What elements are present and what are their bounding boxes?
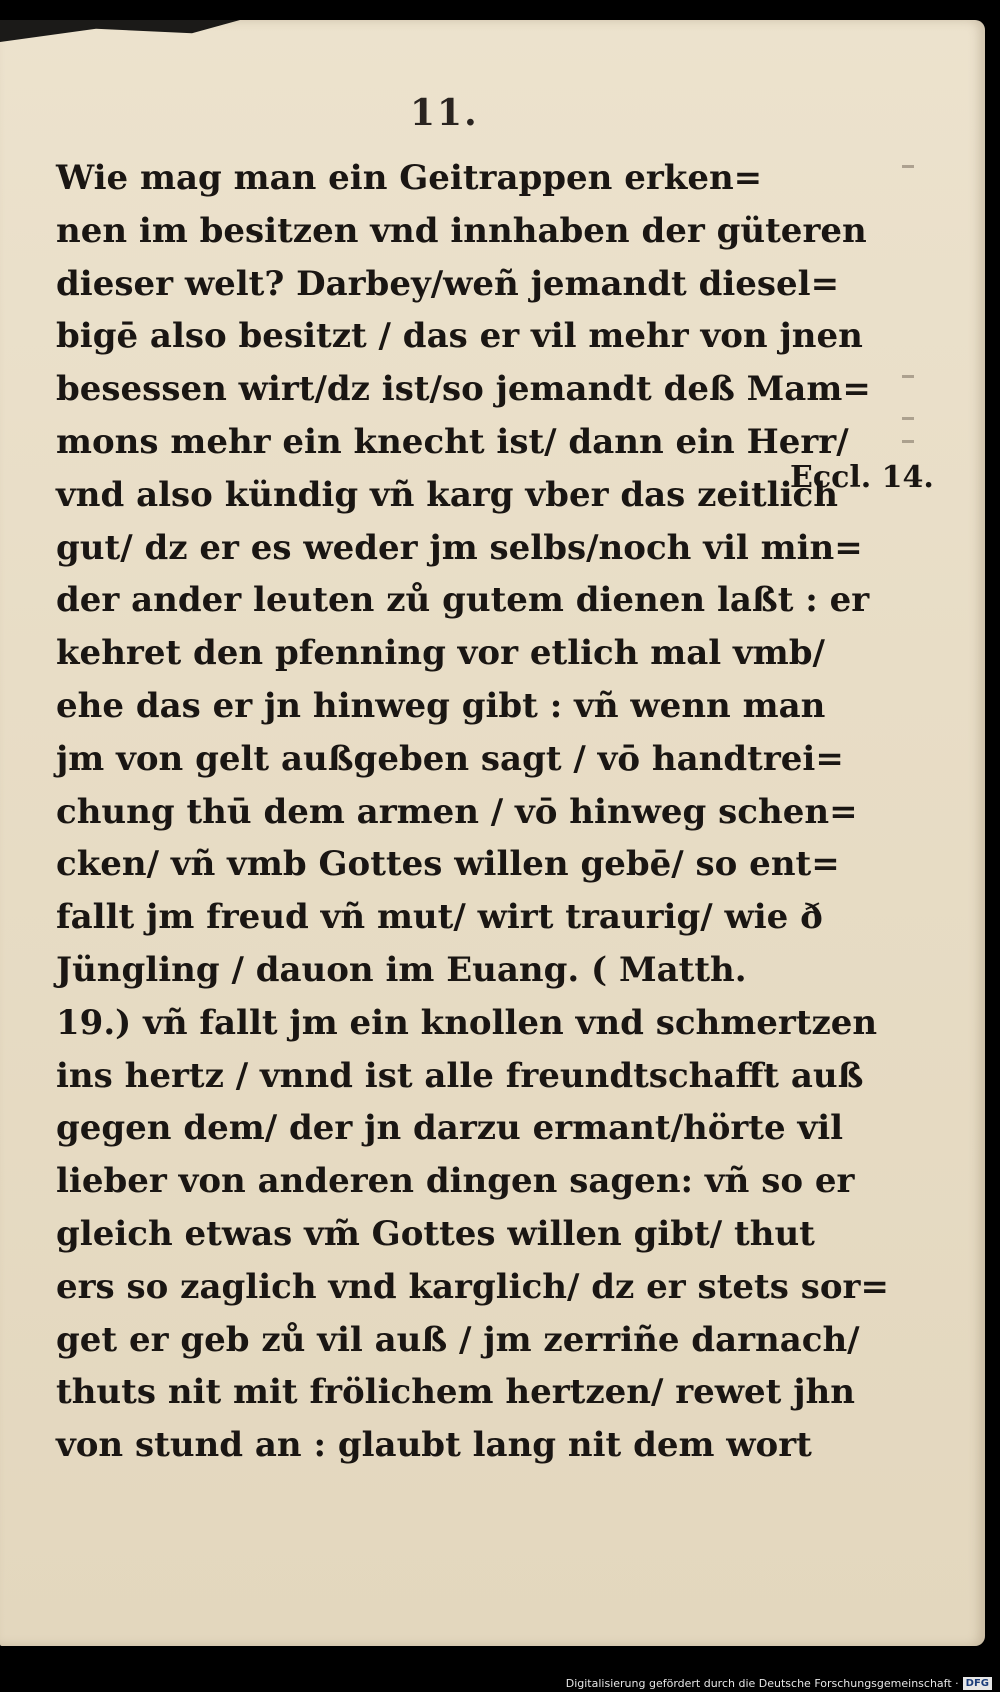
bleed-mark <box>902 417 914 420</box>
text-line: besessen wirt/dz ist/so jemandt deß Mam= <box>56 369 871 410</box>
text-line: gegen dem/ der jn darzu ermant/hörte vil <box>56 1108 844 1149</box>
margin-bleed-marks <box>902 155 918 455</box>
text-line: Jüngling / dauon im Euang. ( Matth. <box>56 949 747 990</box>
book-page <box>0 20 985 1646</box>
text-line: Wie mag man ein Geitrappen erken= <box>56 158 763 198</box>
margin-note: Eccl. 14. <box>790 460 934 495</box>
text-line: fallt jm freud vñ mut/ wirt traurig/ wie ð <box>56 897 823 938</box>
text-line: ers so zaglich vnd karglich/ dz er stets sor= <box>56 1266 889 1307</box>
text-line: von stund an : glaubt lang nit dem wort <box>56 1425 812 1466</box>
text-line: thuts nit mit frölichem hertzen/ rewet jhn <box>56 1372 855 1413</box>
text-line: jm von gelt außgeben sagt / vō handtrei= <box>56 738 844 779</box>
text-line: cken/ vñ vmb Gottes willen gebē/ so ent= <box>56 844 840 885</box>
bleed-mark <box>902 440 914 443</box>
text-line: kehret den pfenning vor etlich mal vmb/ <box>56 633 825 674</box>
text-line: dieser welt? Darbey/weñ jemandt diesel= <box>56 263 840 304</box>
text-line: 19.) vñ fallt jm ein knollen vnd schmertzen <box>56 1002 878 1043</box>
footer-text: Digitalisierung gefördert durch die Deutsche Forschungsgemeinschaft · <box>565 1677 959 1690</box>
page-number: 11. <box>410 92 479 134</box>
text-line: gut/ dz er es weder jm selbs/noch vil min= <box>56 527 863 568</box>
bleed-mark <box>902 165 914 168</box>
dfg-logo: DFG <box>963 1677 992 1690</box>
digitization-footer <box>566 1677 992 1690</box>
text-line: mons mehr ein knecht ist/ dann ein Herr/ <box>56 421 849 462</box>
text-line: chung thū dem armen / vō hinweg schen= <box>56 791 858 832</box>
text-line: get er geb zů vil auß / jm zerriñe darnach/ <box>56 1319 860 1360</box>
text-line: bigē also besitzt / das er vil mehr von jnen <box>56 316 863 357</box>
text-line: gleich etwas vm̃ Gottes willen gibt/ thut <box>56 1213 815 1254</box>
text-line: vnd also kündig vñ karg vber das zeitlich <box>56 474 838 515</box>
text-line: ins hertz / vnnd ist alle freundtschafft auß <box>56 1055 864 1096</box>
text-line: der ander leuten zů gutem dienen laßt : er <box>56 580 870 621</box>
text-line: nen im besitzen vnd innhaben der güteren <box>56 210 867 251</box>
text-line: ehe das er jn hinweg gibt : vñ wenn man <box>56 685 826 726</box>
bleed-mark <box>902 375 914 378</box>
text-line: lieber von anderen dingen sagen: vñ so er <box>56 1161 855 1202</box>
